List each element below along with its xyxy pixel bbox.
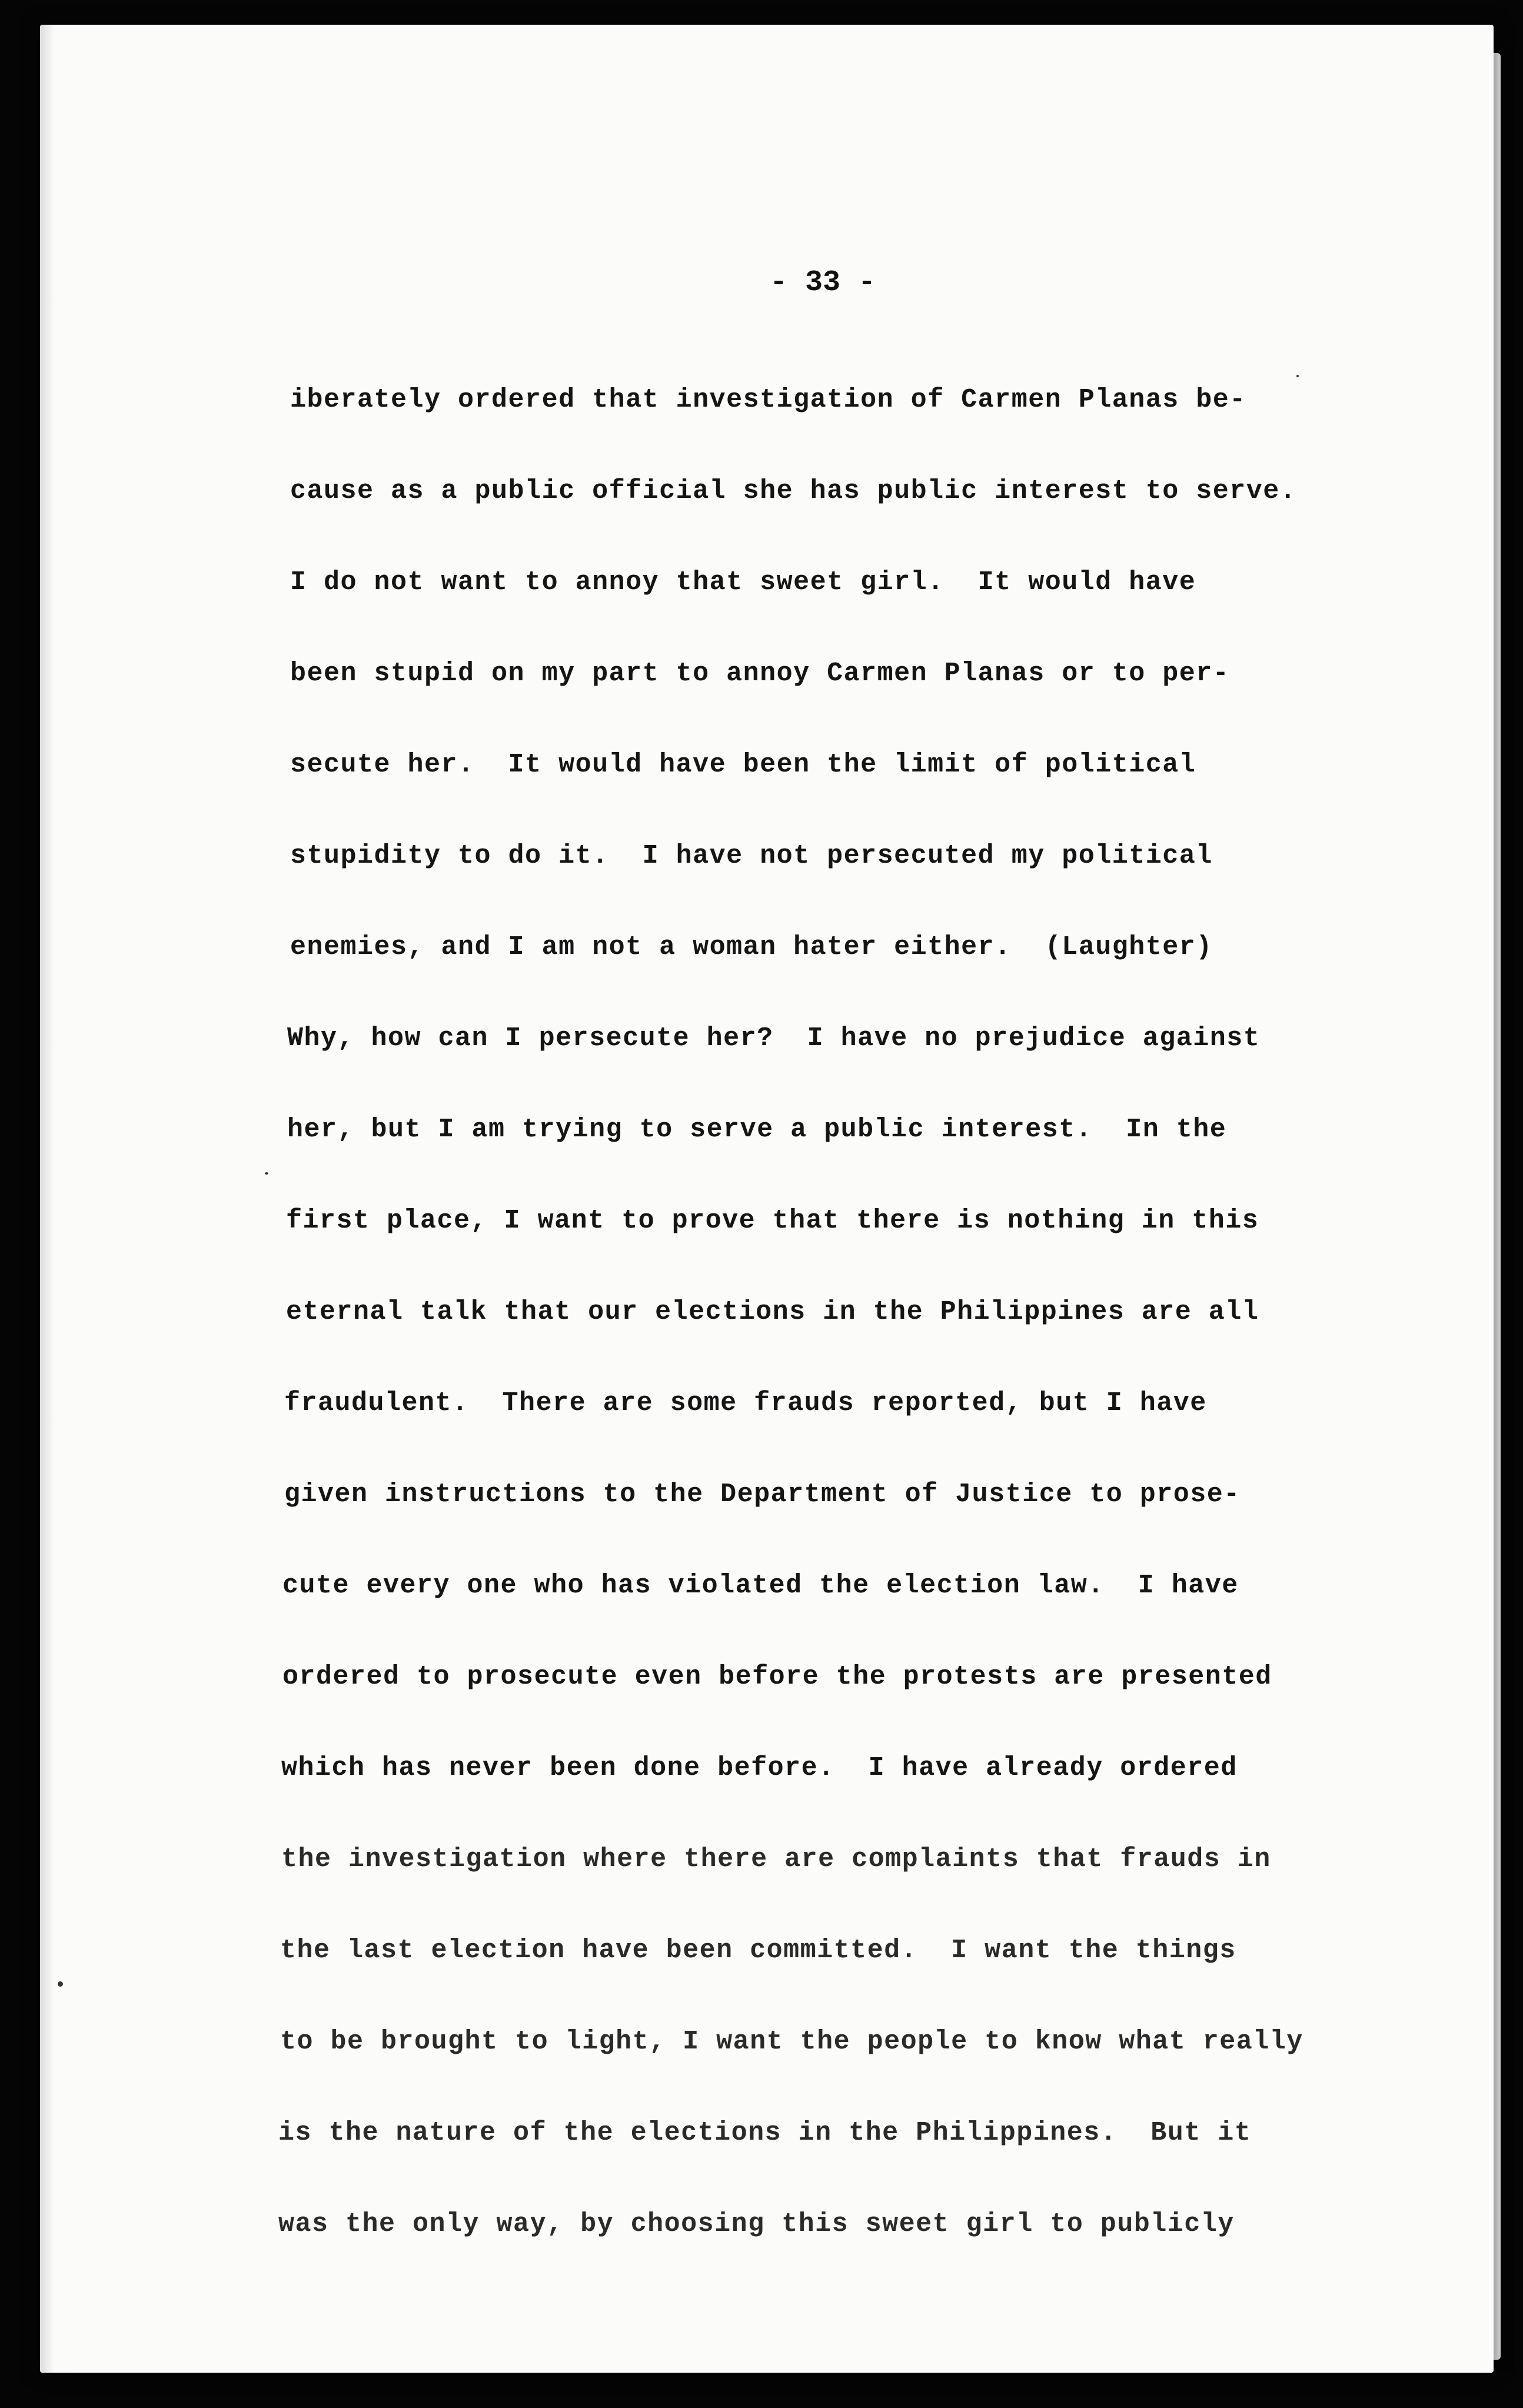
text-line-9: her, but I am trying to serve a public interest. In the <box>287 1115 1227 1145</box>
text-line-15: ordered to prosecute even before the protests are presented <box>282 1662 1272 1692</box>
page-number: - 33 - <box>770 266 876 300</box>
text-line-4: been stupid on my part to annoy Carmen Planas or to per- <box>290 658 1230 689</box>
text-line-18: the last election have been committed. I want the things <box>280 1935 1236 1965</box>
text-line-5: secute her. It would have been the limit of political <box>290 750 1196 780</box>
text-line-14: cute every one who has violated the election law. I have <box>282 1571 1239 1601</box>
text-line-12: fraudulent. There are some frauds reported, but I have <box>284 1388 1207 1418</box>
typewritten-page <box>40 25 1494 2373</box>
ink-speck <box>1296 375 1299 377</box>
text-line-19: to be brought to light, I want the people to know what really <box>280 2027 1303 2057</box>
text-line-8: Why, how can I persecute her? I have no prejudice against <box>287 1023 1261 1053</box>
ink-speck <box>58 1981 63 1987</box>
text-line-3: I do not want to annoy that sweet girl. It would have <box>290 567 1196 597</box>
text-line-16: which has never been done before. I have already ordered <box>281 1753 1238 1783</box>
text-line-7: enemies, and I am not a woman hater either. (Laughter) <box>290 932 1213 962</box>
ink-speck <box>265 1172 268 1175</box>
text-line-17: the investigation where there are complaints that frauds in <box>281 1844 1271 1874</box>
text-line-13: given instructions to the Department of Justice to prose- <box>284 1479 1241 1509</box>
text-line-1: iberately ordered that investigation of Carmen Planas be- <box>290 385 1246 415</box>
text-line-20: is the nature of the elections in the Philippines. But it <box>278 2118 1252 2148</box>
text-line-6: stupidity to do it. I have not persecuted my political <box>290 841 1213 871</box>
text-line-2: cause as a public official she has public interest to serve. <box>290 476 1297 506</box>
text-line-21: was the only way, by choosing this sweet girl to publicly <box>278 2209 1235 2239</box>
text-line-10: first place, I want to prove that there is nothing in this <box>286 1206 1259 1236</box>
text-line-11: eternal talk that our elections in the Philippines are all <box>286 1297 1259 1327</box>
